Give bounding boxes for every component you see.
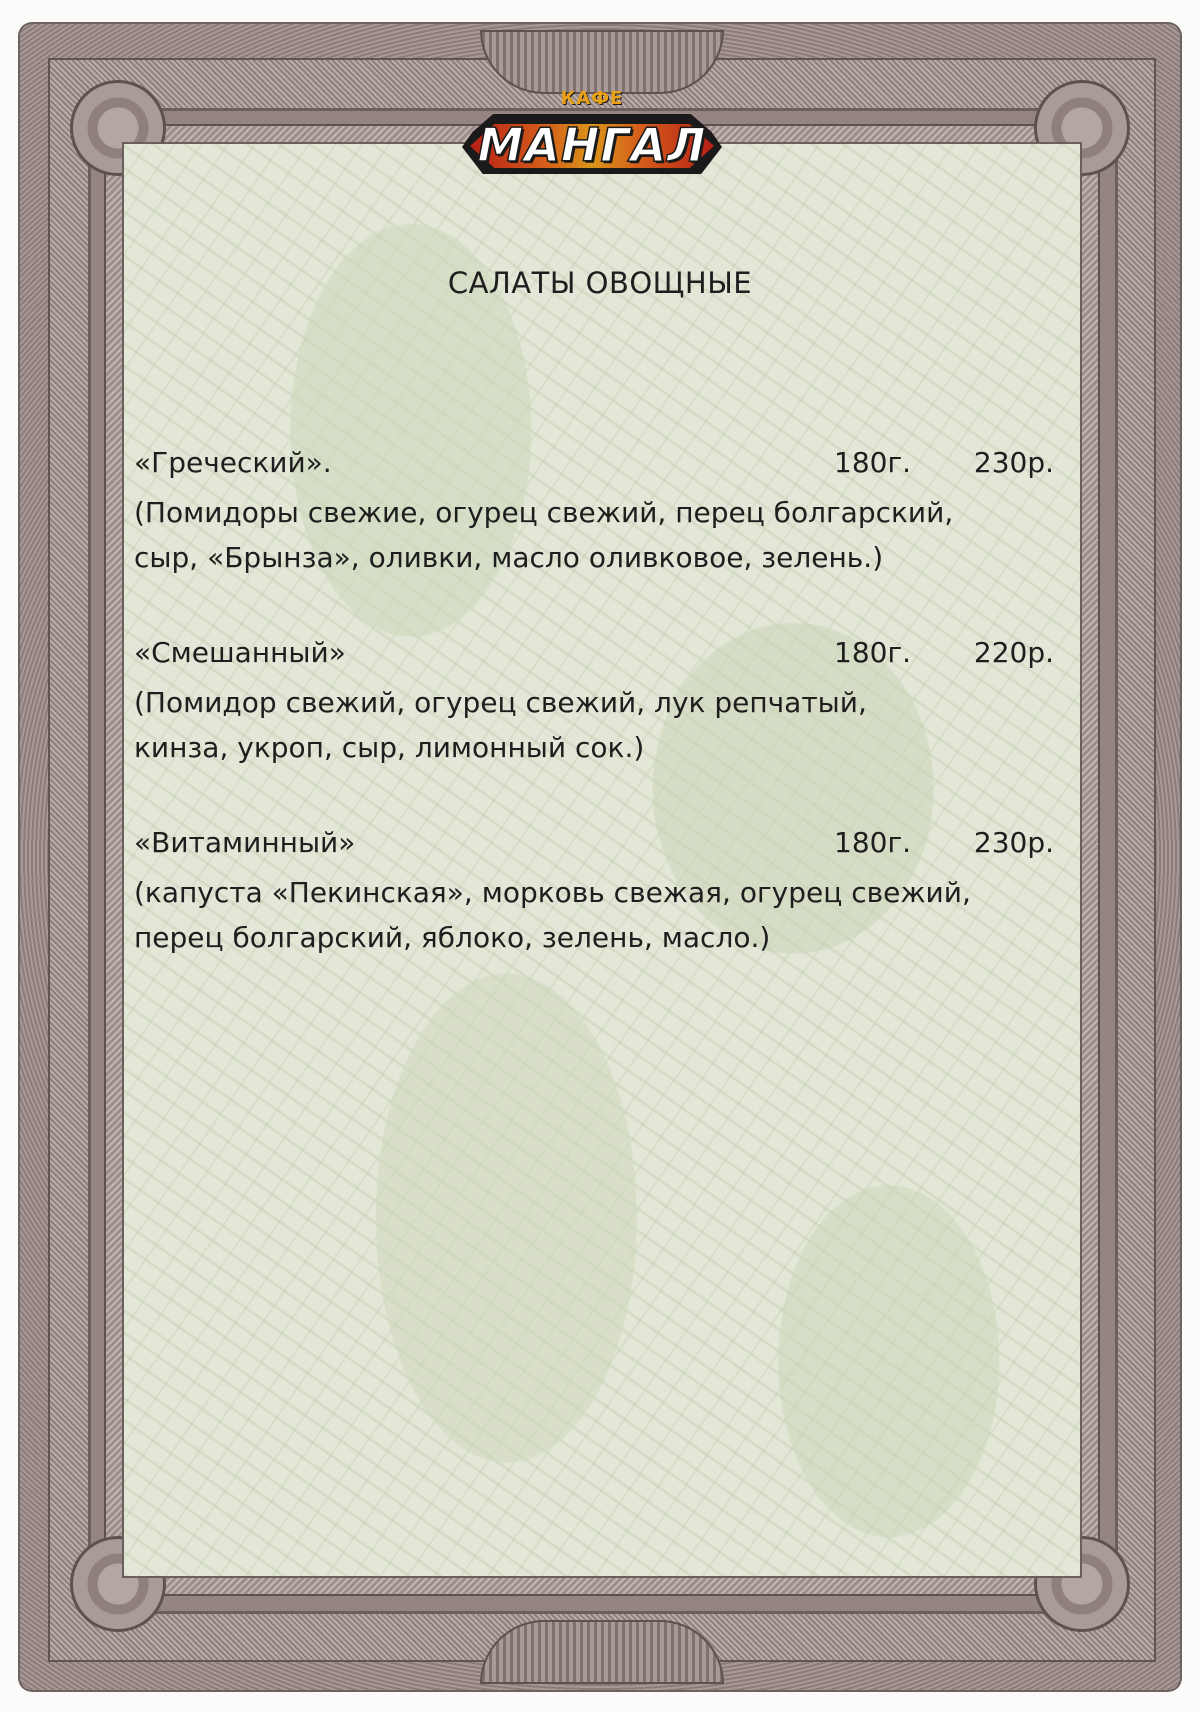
menu-item-weight: 180г. [834,636,912,669]
menu-item-price: 230р. [973,826,1054,859]
menu-item-weight: 180г. [834,826,912,859]
menu-items-list [134,446,1054,1016]
menu-item-name: «Витаминный» [134,826,356,859]
menu-item-description: (Помидор свежий, огурец свежий, лук репчатый, кинза, укроп, сыр, лимонный сок.) [134,686,867,764]
menu-item-header [134,636,1054,680]
menu-item-name: «Греческий». [134,446,332,479]
menu-item [134,446,1054,580]
logo-cafe-label: КАФЕ [560,88,624,109]
top-crest-ornament [480,30,724,94]
menu-item-price: 230р. [973,446,1054,479]
menu-item [134,826,1054,960]
bottom-crest-ornament [480,1620,724,1684]
menu-item-header [134,826,1054,870]
menu-item-description: (Помидоры свежие, огурец свежий, перец болгарский, сыр, «Брынза», оливки, масло оливковое, зелень.) [134,496,954,574]
section-title: САЛАТЫ ОВОЩНЫЕ [447,266,753,300]
menu-item [134,636,1054,770]
menu-item-weight: 180г. [834,446,912,479]
menu-item-name: «Смешанный» [134,636,346,669]
cafe-logo [462,88,722,180]
menu-item-header [134,446,1054,490]
logo-cafe-name: МАНГАЛ [477,118,707,172]
menu-item-description: (капуста «Пекинская», морковь свежая, огурец свежий, перец болгарский, яблоко, зелень, масло.) [134,876,971,954]
menu-item-price: 220р. [973,636,1054,669]
